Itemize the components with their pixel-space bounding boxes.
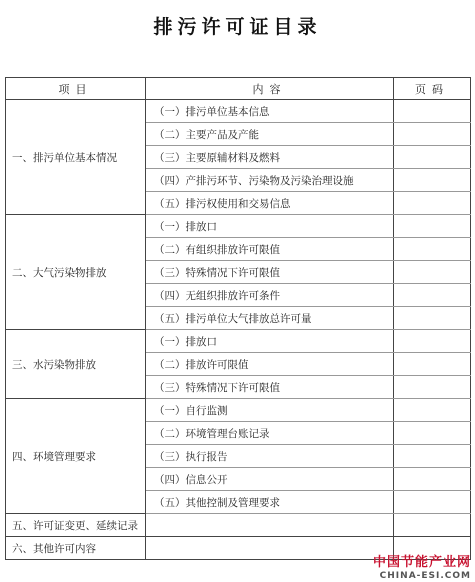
content-item: （一）自行监测 xyxy=(146,399,394,422)
site-watermark xyxy=(363,552,475,582)
content-item: （三）主要原辅材料及燃料 xyxy=(146,146,394,169)
watermark-site: CHINA-ESI.COM xyxy=(379,571,471,581)
page-title: 排污许可证目录 xyxy=(153,16,322,38)
content-item: （五）其他控制及管理要求 xyxy=(146,491,394,514)
page-number-cell xyxy=(394,215,471,238)
content-item: （一）排放口 xyxy=(146,215,394,238)
content-cell xyxy=(146,514,394,537)
section-label: 四、环境管理要求 xyxy=(6,399,146,514)
table-row xyxy=(6,215,471,238)
section-label: 一、排污单位基本情况 xyxy=(6,100,146,215)
page-number-cell xyxy=(394,491,471,514)
page-number-cell xyxy=(394,376,471,399)
section-label: 三、水污染物排放 xyxy=(6,330,146,399)
page-number-cell xyxy=(394,353,471,376)
content-item: （四）信息公开 xyxy=(146,468,394,491)
table-row xyxy=(6,100,471,123)
content-item: （一）排污单位基本信息 xyxy=(146,100,394,123)
page-number-cell xyxy=(394,422,471,445)
page-number-cell xyxy=(394,445,471,468)
content-item: （三）执行报告 xyxy=(146,445,394,468)
page-number-cell xyxy=(394,123,471,146)
content-item: （四）产排污环节、污染物及污染治理设施 xyxy=(146,169,394,192)
page-number-cell xyxy=(394,399,471,422)
page-number-cell xyxy=(394,238,471,261)
table-row xyxy=(6,330,471,353)
page-number-cell xyxy=(394,192,471,215)
watermark-brand: 中国节能产业网 xyxy=(372,555,471,570)
content-item: （三）特殊情况下许可限值 xyxy=(146,261,394,284)
content-item: （四）无组织排放许可条件 xyxy=(146,284,394,307)
page-number-cell xyxy=(394,100,471,123)
section-label: 六、其他许可内容 xyxy=(6,537,146,560)
catalog-table xyxy=(5,77,471,560)
header-item: 项目 xyxy=(6,78,146,100)
content-item: （二）排放许可限值 xyxy=(146,353,394,376)
content-cell xyxy=(146,537,394,560)
content-item: （五）排污权使用和交易信息 xyxy=(146,192,394,215)
page-number-cell xyxy=(394,169,471,192)
page-number-cell xyxy=(394,261,471,284)
page-number-cell xyxy=(394,468,471,491)
page-number-cell xyxy=(394,330,471,353)
section-label: 二、大气污染物排放 xyxy=(6,215,146,330)
content-item: （三）特殊情况下许可限值 xyxy=(146,376,394,399)
section-label: 五、许可证变更、延续记录 xyxy=(6,514,146,537)
page-number-cell xyxy=(394,146,471,169)
header-row xyxy=(6,78,471,100)
page-number-cell xyxy=(394,514,471,537)
header-page: 页码 xyxy=(394,78,471,100)
page-number-cell xyxy=(394,284,471,307)
content-item: （一）排放口 xyxy=(146,330,394,353)
header-content: 内容 xyxy=(146,78,394,100)
content-item: （二）环境管理台账记录 xyxy=(146,422,394,445)
content-item: （二）有组织排放许可限值 xyxy=(146,238,394,261)
content-item: （二）主要产品及产能 xyxy=(146,123,394,146)
table-row xyxy=(6,399,471,422)
content-item: （五）排污单位大气排放总许可量 xyxy=(146,307,394,330)
section-row xyxy=(6,514,471,537)
page-number-cell xyxy=(394,307,471,330)
catalog-body xyxy=(6,100,471,560)
